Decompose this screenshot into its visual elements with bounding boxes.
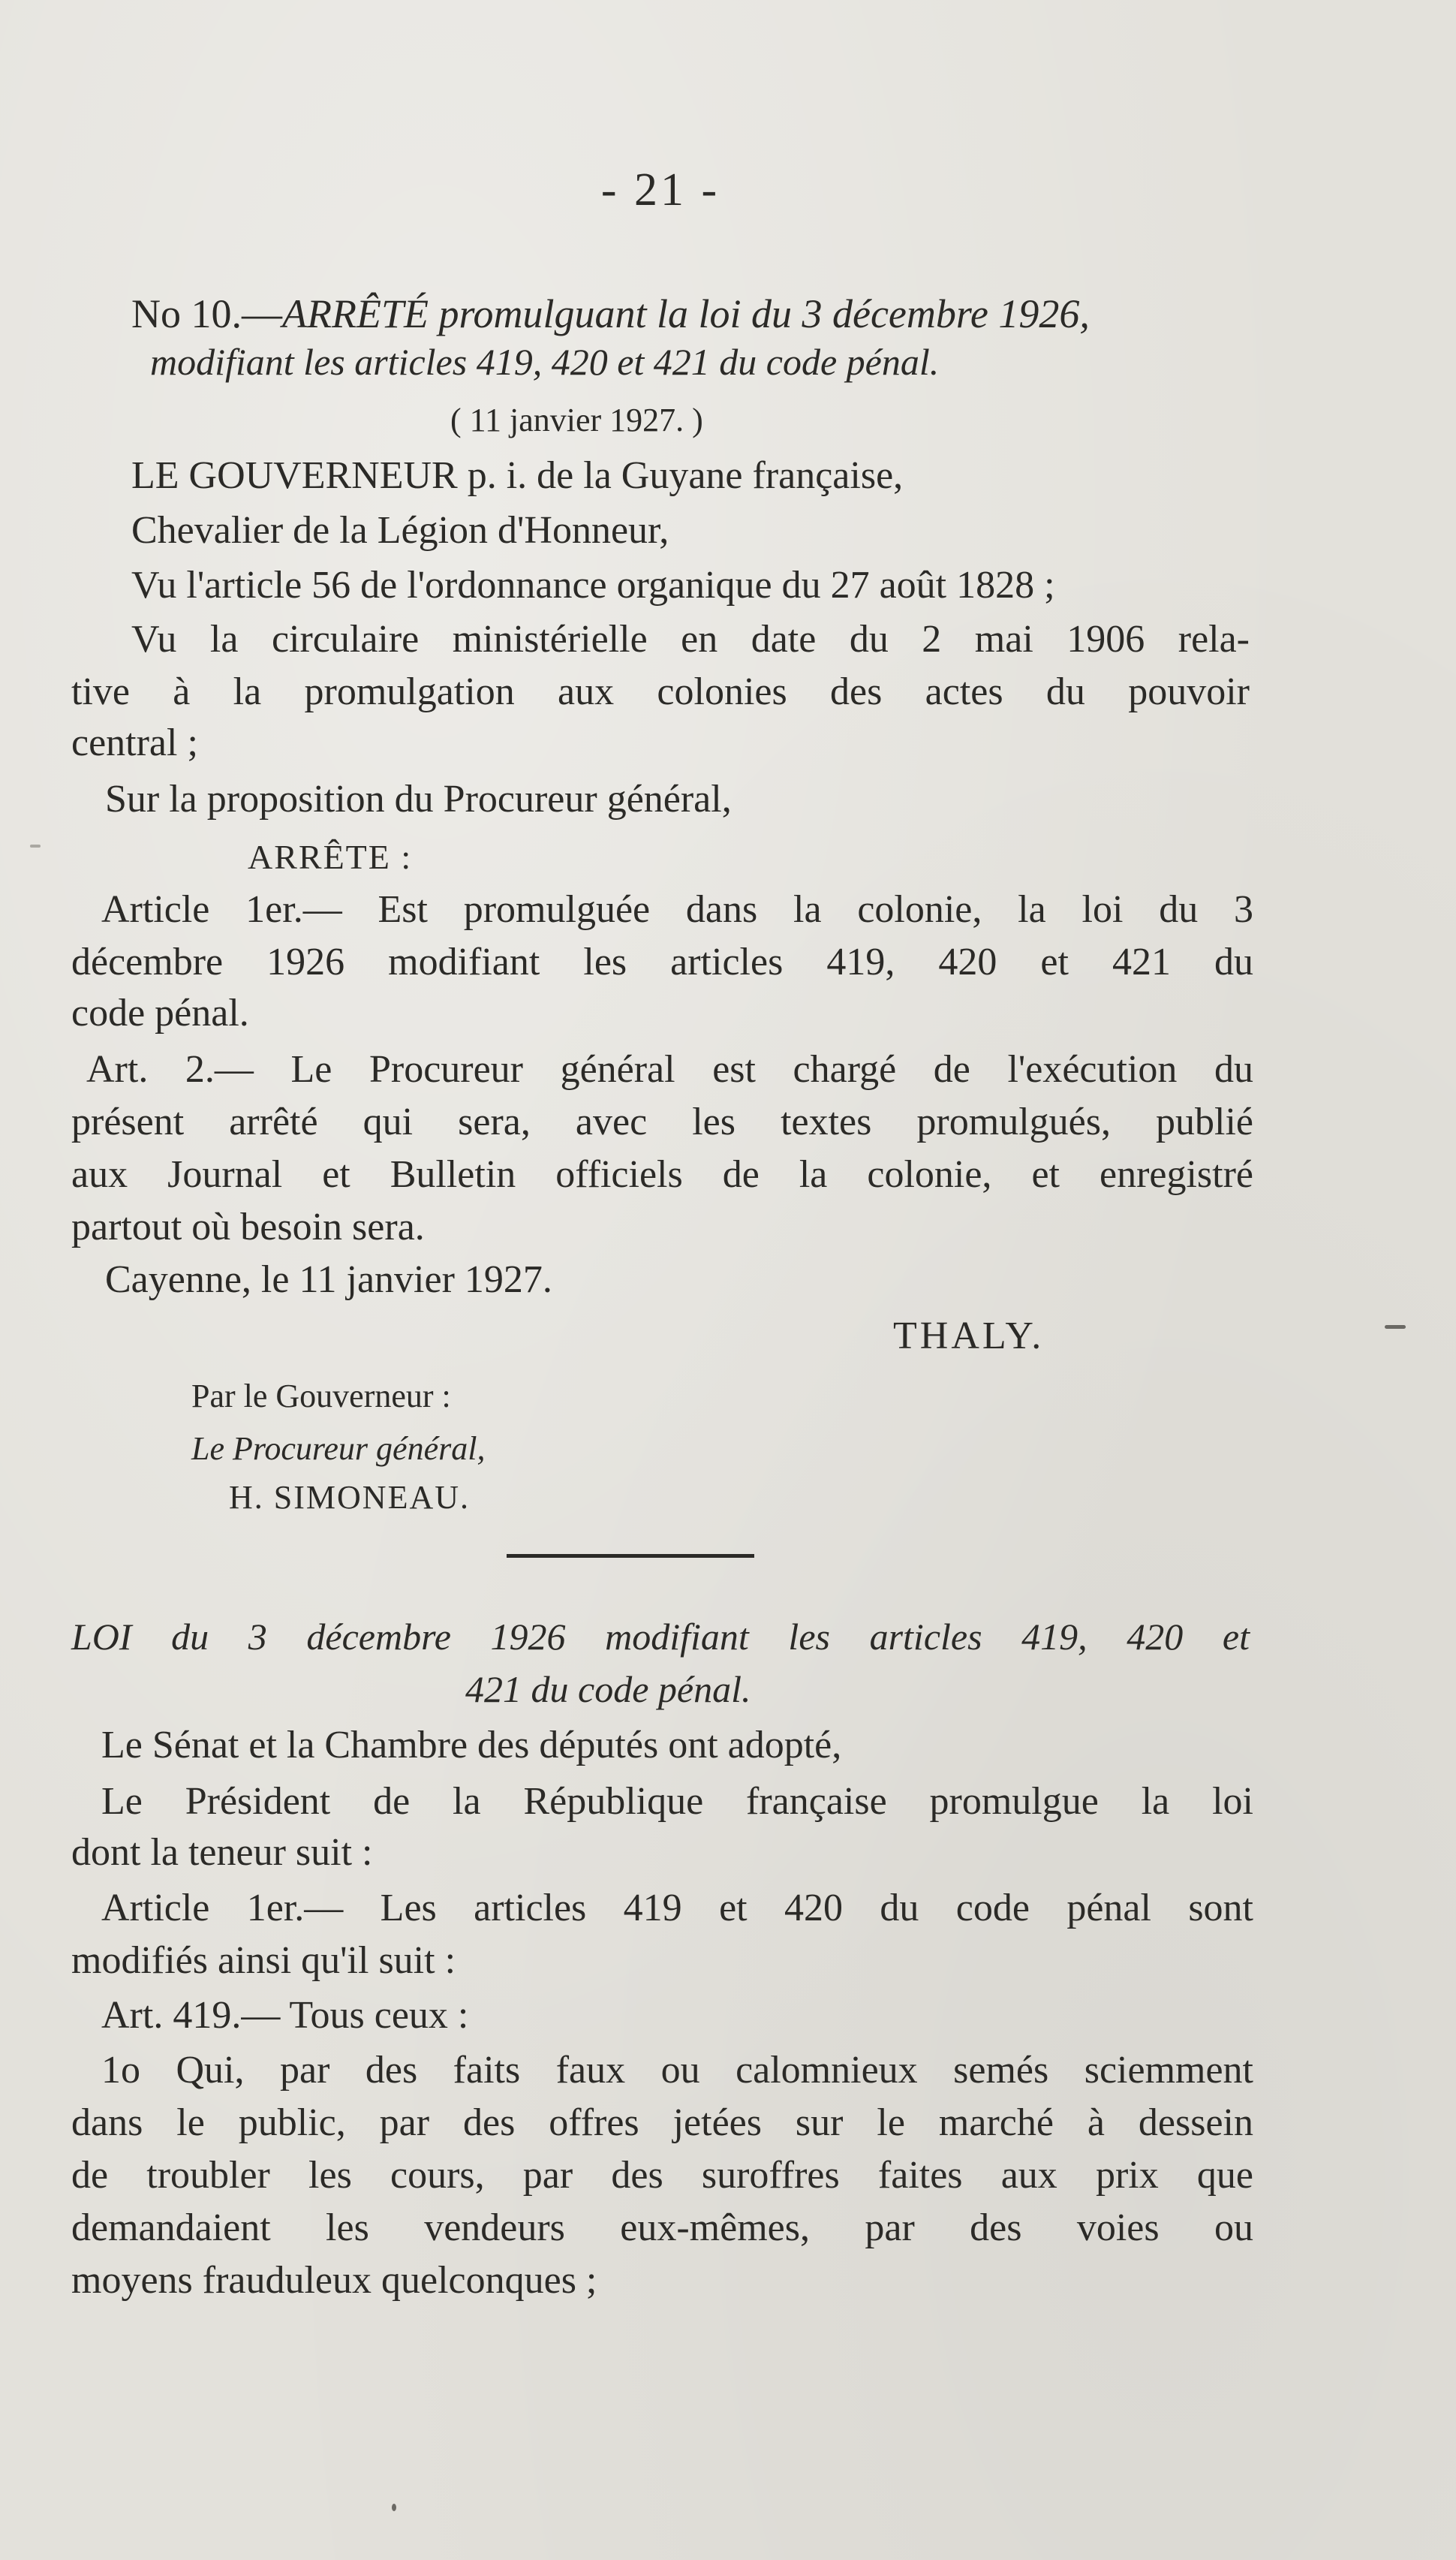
loi-article-1-line-2: modifiés ainsi qu'il suit : (71, 1939, 456, 1982)
vu-circulaire-line-3: central ; (71, 721, 198, 764)
vu-circulaire-line: Vu la circulaire ministérielle en date du 2 mai 1906 rela- (131, 618, 1250, 661)
paper-speck (392, 2504, 396, 2511)
art-419-item-1-line-2: dans le public, par des offres jetées sur le marché à dessein (71, 2101, 1253, 2144)
loi-article-1-line-1: Article 1er.— Les articles 419 et 420 du code pénal sont (101, 1887, 1253, 1929)
senat-line: Le Sénat et la Chambre des députés ont adopté, (101, 1724, 842, 1766)
article-2-line-4: partout où besoin sera. (71, 1206, 425, 1248)
procureur-name: H. SIMONEAU. (229, 1479, 470, 1516)
procureur-title: Le Procureur général, (191, 1430, 486, 1467)
art-419-item-1-line-4: demandaient les vendeurs eux-mêmes, par des voies ou (71, 2206, 1253, 2249)
loi-title-line-2: 421 du code pénal. (465, 1668, 751, 1710)
article-1-line-3: code pénal. (71, 992, 249, 1035)
article-1-line-1: Article 1er.— Est promulguée dans la colonie, la loi du 3 (101, 888, 1253, 931)
article-2-line-1: Art. 2.— Le Procureur général est chargé de l'exécution du (86, 1048, 1253, 1091)
par-le-gouverneur: Par le Gouverneur : (191, 1378, 451, 1414)
arrete-date: ( 11 janvier 1927. ) (450, 402, 703, 438)
paper-speck (1385, 1325, 1406, 1329)
vu-circulaire-line-2: tive à la promulgation aux colonies des actes du pouvoir (71, 670, 1250, 713)
article-2-line-3: aux Journal et Bulletin officiels de la colonie, et enregistré (71, 1153, 1253, 1196)
art-419-item-1-line-3: de troubler les cours, par des suroffres faites aux prix que (71, 2154, 1253, 2197)
chevalier-line: Chevalier de la Légion d'Honneur, (131, 509, 669, 552)
arrete-title-text-1: ARRÊTÉ promulguant la loi du 3 décembre 1926, (282, 291, 1090, 336)
signature-thaly: THALY. (893, 1315, 1045, 1357)
cayenne-date-line: Cayenne, le 11 janvier 1927. (105, 1258, 552, 1301)
arrete-heading: ARRÊTE : (248, 838, 413, 876)
article-1-line-2: décembre 1926 modifiant les articles 419, 420 et 421 du (71, 941, 1253, 983)
art-419-line: Art. 419.— Tous ceux : (101, 1994, 469, 2037)
section-divider (507, 1554, 754, 1558)
president-line-2: dont la teneur suit : (71, 1831, 373, 1874)
president-line-1: Le Président de la République française promulgue la loi (101, 1780, 1253, 1823)
sur-proposition-line: Sur la proposition du Procureur général, (105, 778, 732, 821)
gouverneur-line: LE GOUVERNEUR p. i. de la Guyane française, (131, 454, 904, 497)
article-2-line-2: présent arrêté qui sera, avec les textes promulgués, publié (71, 1101, 1253, 1143)
arrete-title-line-1 (131, 291, 1090, 336)
art-419-item-1-line-1: 1o Qui, par des faits faux ou calomnieux semés sciemment (101, 2049, 1253, 2092)
art-419-item-1-line-5: moyens frauduleux quelconques ; (71, 2259, 597, 2302)
vu-ordonnance-line: Vu l'article 56 de l'ordonnance organique du 27 août 1828 ; (131, 564, 1055, 607)
page-number: - 21 - (600, 164, 720, 215)
paper-speck (30, 845, 41, 848)
arrete-title-line-2: modifiant les articles 419, 420 et 421 du code pénal. (150, 341, 940, 383)
loi-title-line-1: LOI du 3 décembre 1926 modifiant les articles 419, 420 et (71, 1616, 1250, 1658)
arrete-number: No 10.— (131, 291, 282, 336)
